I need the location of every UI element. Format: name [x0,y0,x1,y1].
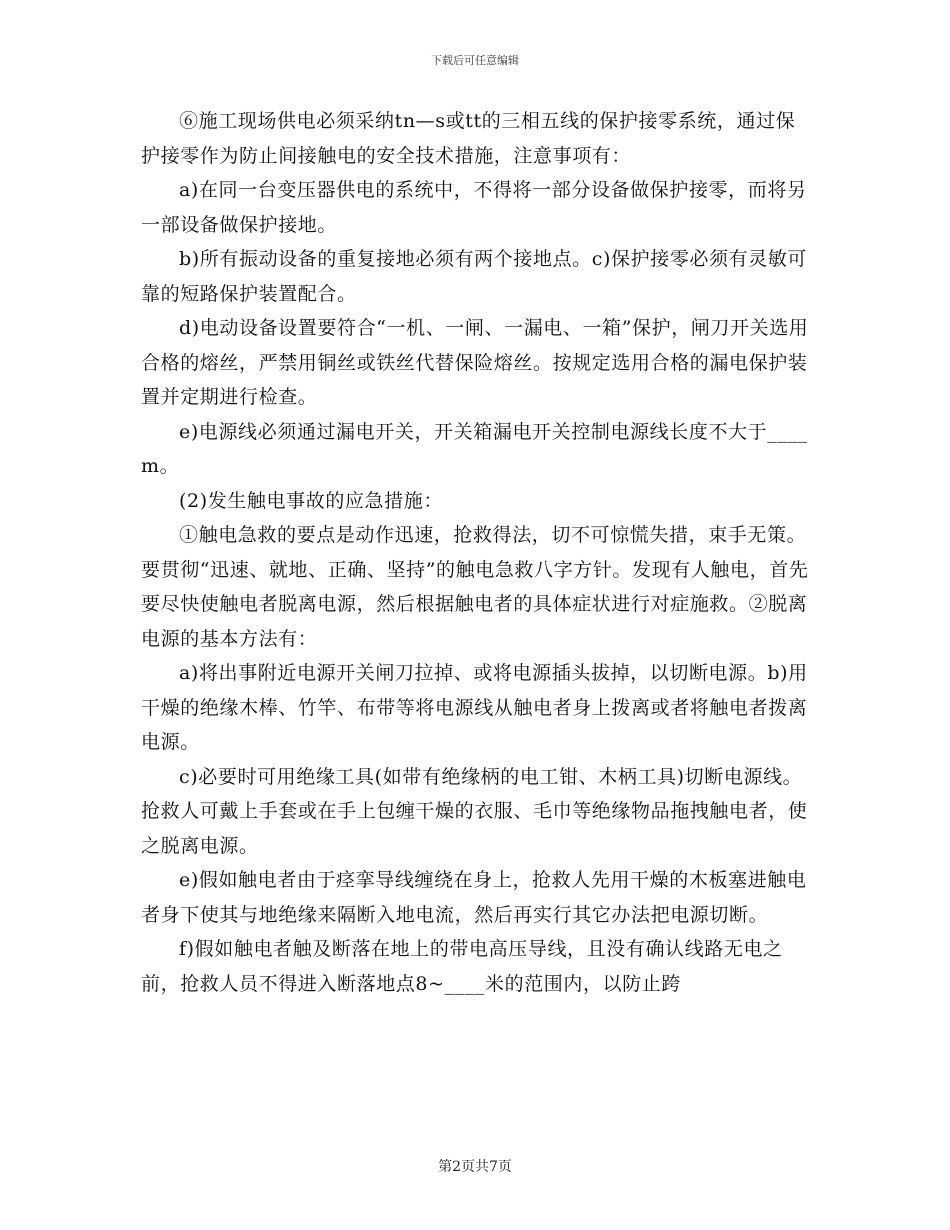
paragraph-4: d)电动设备设置要符合“一机、一闸、一漏电、一箱”保护，闸刀开关选用合格的熔丝，严禁用铜丝或铁丝代替保险熔丝。按规定选用合格的漏电保护装置并定期进行检查。 [141,317,809,408]
paragraph-7: ①触电急救的要点是动作迅速，抢救得法，切不可惊慌失措，束手无策。要贯彻“迅速、就地、正确、坚持”的触电急救八字方针。发现有人触电，首先要尽快使触电者脱离电源，然后根据触电者的具体症状进行对症施救。②脱离电源的基本方法有： [141,524,809,650]
paragraph-10: e)假如触电者由于痉挛导线缠绕在身上，抢救人先用干燥的木板塞进触电者身下使其与地绝缘来隔断入地电流，然后再实行其它办法把电源切断。 [141,869,807,926]
paragraph-3: b)所有振动设备的重复接地必须有两个接地点。c)保护接零必须有灵敏可靠的短路保护装置配合。 [141,248,808,305]
paragraph-5: e)电源线必须通过漏电开关，开关箱漏电开关控制电源线长度不大于____m。 [141,420,808,477]
paragraph-2: a)在同一台变压器供电的系统中，不得将一部分设备做保护接零，而将另一部设备做保护接地。 [141,179,807,236]
page-footer: 第2页共7页 [438,1159,512,1175]
paragraph-1: ⑥施工现场供电必须采纳tn—s或tt的三相五线的保护接零系统，通过保护接零作为防止间接触电的安全技术措施，注意事项有： [141,110,796,167]
document-body [141,104,811,1001]
paragraph-9: c)必要时可用绝缘工具(如带有绝缘柄的电工钳、木柄工具)切断电源线。抢救人可戴上手套或在手上包缠干燥的衣服、毛巾等绝缘物品拖拽触电者，使之脱离电源。 [141,765,808,857]
paragraph-6-section-heading: (2)发生触电事故的应急措施： [179,489,443,512]
paragraph-8: a)将出事附近电源开关闸刀拉掉、或将电源插头拔掉，以切断电源。b)用干燥的绝缘木棒、竹竿、布带等将电源线从触电者身上拨离或者将触电者拨离电源。 [141,662,808,753]
page-header: 下载后可任意编辑 [431,54,519,67]
paragraph-11: f)假如触电者触及断落在地上的带电高压导线，且没有确认线路无电之前，抢救人员不得进入断落地点8~____米的范围内，以防止跨 [141,938,783,995]
